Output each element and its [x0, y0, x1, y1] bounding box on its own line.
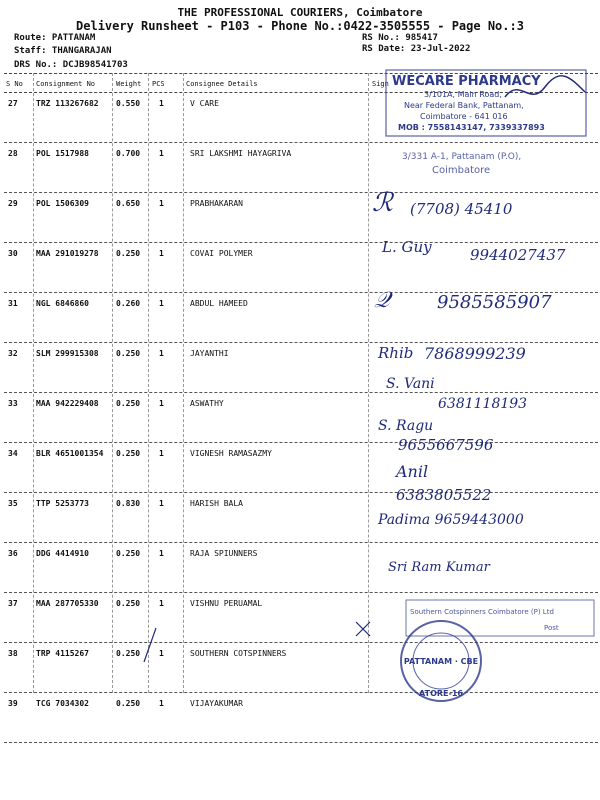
southern-line2: Post	[544, 624, 559, 632]
round-seal-stamp	[396, 616, 486, 706]
weight-value: 0.550	[116, 99, 141, 108]
consignment-number: BLR 4651001354	[36, 449, 104, 458]
consignee-name: ASWATHY	[190, 399, 224, 408]
consignment-number: DDG 4414910	[36, 549, 89, 558]
staff-label: Staff: THANGARAJAN	[14, 46, 112, 56]
consignee-name: PRABHAKARAN	[190, 199, 243, 208]
consignee-name: ABDUL HAMEED	[190, 299, 248, 308]
pieces-count: 1	[159, 99, 164, 108]
pieces-count: 1	[159, 649, 164, 658]
serial-number: 34	[8, 449, 18, 458]
phone-row35: 6383805522	[396, 486, 492, 504]
consignee-name: SRI LAKSHMI HAYAGRIVA	[190, 149, 292, 158]
weight-value: 0.650	[116, 199, 141, 208]
serial-number: 36	[8, 549, 18, 558]
consignment-number: TRP 4115267	[36, 649, 89, 658]
serial-number: 38	[8, 649, 18, 658]
phone-row32: 7868999239	[424, 344, 526, 363]
consignment-number: TRZ 113267682	[36, 99, 99, 108]
pieces-count: 1	[159, 249, 164, 258]
signature-row30: L. Guy	[382, 238, 432, 256]
consignee-name: VISHNU PERUAMAL	[190, 599, 263, 608]
phone-row34: 9655667596	[398, 436, 494, 454]
wecare-line3: Coimbatore - 641 016	[420, 112, 508, 121]
pieces-count: 1	[159, 449, 164, 458]
wecare-line2: Near Federal Bank, Pattanam,	[404, 101, 524, 110]
consignment-number: POL 1517988	[36, 149, 89, 158]
col-header-consignment: Consignment No	[36, 80, 96, 88]
pieces-count: 1	[159, 549, 164, 558]
serial-number: 35	[8, 499, 18, 508]
seal-text: PATTANAM · CBE	[403, 657, 479, 666]
address-line1: 3/331 A-1, Pattanam (P.O),	[402, 152, 522, 162]
serial-number: 39	[8, 699, 18, 708]
signature-row32: Rhib	[378, 344, 414, 362]
weight-value: 0.250	[116, 649, 141, 658]
weight-value: 0.260	[116, 299, 141, 308]
signature-row31: 𝒬	[374, 288, 390, 313]
cross-mark-row38	[354, 620, 372, 638]
row-divider	[4, 742, 598, 743]
table-row	[0, 443, 600, 493]
phone-row30: 9944027437	[470, 246, 566, 264]
serial-number: 29	[8, 199, 18, 208]
consignee-name: HARISH BALA	[190, 499, 243, 508]
weight-value: 0.250	[116, 699, 141, 708]
pieces-count: 1	[159, 599, 164, 608]
table-row	[0, 693, 600, 743]
drs-number: DRS No.: DCJB98541703	[14, 60, 128, 70]
pieces-count: 1	[159, 699, 164, 708]
rs-date: RS Date: 23-Jul-2022	[362, 44, 471, 54]
weight-value: 0.250	[116, 249, 141, 258]
seal-bottom: ATORE-16	[419, 689, 463, 698]
tick-mark-row39	[140, 626, 160, 666]
rs-number: RS No.: 985417	[362, 33, 438, 43]
weight-value: 0.250	[116, 549, 141, 558]
serial-number: 37	[8, 599, 18, 608]
consignment-number: NGL 6846860	[36, 299, 89, 308]
col-header-pcs: PCS	[152, 80, 165, 88]
col-header-signature: Sign	[372, 80, 389, 88]
company-title: THE PROFESSIONAL COURIERS, Coimbatore	[177, 6, 423, 19]
phone-row31: 9585585907	[437, 292, 552, 313]
consignee-name: COVAI POLYMER	[190, 249, 253, 258]
serial-number: 28	[8, 149, 18, 158]
signature-row34: S. Ragu	[378, 418, 434, 434]
weight-value: 0.250	[116, 599, 141, 608]
weight-value: 0.250	[116, 399, 141, 408]
consignment-number: POL 1506309	[36, 199, 89, 208]
wecare-line1: 3/101A, Main Road,	[424, 90, 502, 99]
pieces-count: 1	[159, 299, 164, 308]
signature-row27	[500, 72, 590, 112]
signature-row37: Sri Ram Kumar	[388, 560, 490, 575]
pieces-count: 1	[159, 199, 164, 208]
consignee-name: RAJA SPIUNNERS	[190, 549, 258, 558]
consignment-number: TCG 7034302	[36, 699, 89, 708]
serial-number: 30	[8, 249, 18, 258]
serial-number: 31	[8, 299, 18, 308]
consignment-number: MAA 287705330	[36, 599, 99, 608]
route-label: Route: PATTANAM	[14, 33, 96, 43]
weight-value: 0.250	[116, 449, 141, 458]
serial-number: 27	[8, 99, 18, 108]
phone-row29: (7708) 45410	[410, 200, 513, 218]
weight-value: 0.700	[116, 149, 141, 158]
col-header-consignee: Consignee Details	[186, 80, 258, 88]
serial-number: 33	[8, 399, 18, 408]
table-row	[0, 543, 600, 593]
signature-row33: S. Vani	[386, 376, 435, 392]
col-header-sno: S No	[6, 80, 23, 88]
address-line2: Coimbatore	[432, 165, 491, 176]
pieces-count: 1	[159, 149, 164, 158]
southern-line1: Southern Cotspinners Coimbatore (P) Ltd	[410, 608, 554, 616]
wecare-name: WECARE PHARMACY	[392, 74, 541, 89]
address-stamp	[396, 143, 566, 181]
consignee-name: SOUTHERN COTSPINNERS	[190, 649, 287, 658]
wecare-line4: MOB : 7558143147, 7339337893	[398, 123, 545, 132]
consignment-number: TTP 5253773	[36, 499, 89, 508]
consignment-number: MAA 942229408	[36, 399, 99, 408]
consignment-number: MAA 291019278	[36, 249, 99, 258]
signature-row29: ℛ	[372, 188, 393, 218]
pieces-count: 1	[159, 399, 164, 408]
weight-value: 0.830	[116, 499, 141, 508]
signature-row35: Anil	[396, 462, 429, 481]
phone-row33: 6381118193	[438, 396, 528, 412]
signature-row36: Padima 9659443000	[378, 512, 524, 528]
pieces-count: 1	[159, 499, 164, 508]
pieces-count: 1	[159, 349, 164, 358]
consignee-name: VIJAYAKUMAR	[190, 699, 243, 708]
serial-number: 32	[8, 349, 18, 358]
col-header-weight: Weight	[116, 80, 142, 88]
consignee-name: VIGNESH RAMASAZMY	[190, 449, 272, 458]
table-row	[0, 643, 600, 693]
runsheet-title: Delivery Runsheet - P103 - Phone No.:0422-3505555 - Page No.:3	[76, 19, 524, 33]
consignment-number: SLM 299915308	[36, 349, 99, 358]
weight-value: 0.250	[116, 349, 141, 358]
consignee-name: V CARE	[190, 99, 219, 108]
consignee-name: JAYANTHI	[190, 349, 229, 358]
